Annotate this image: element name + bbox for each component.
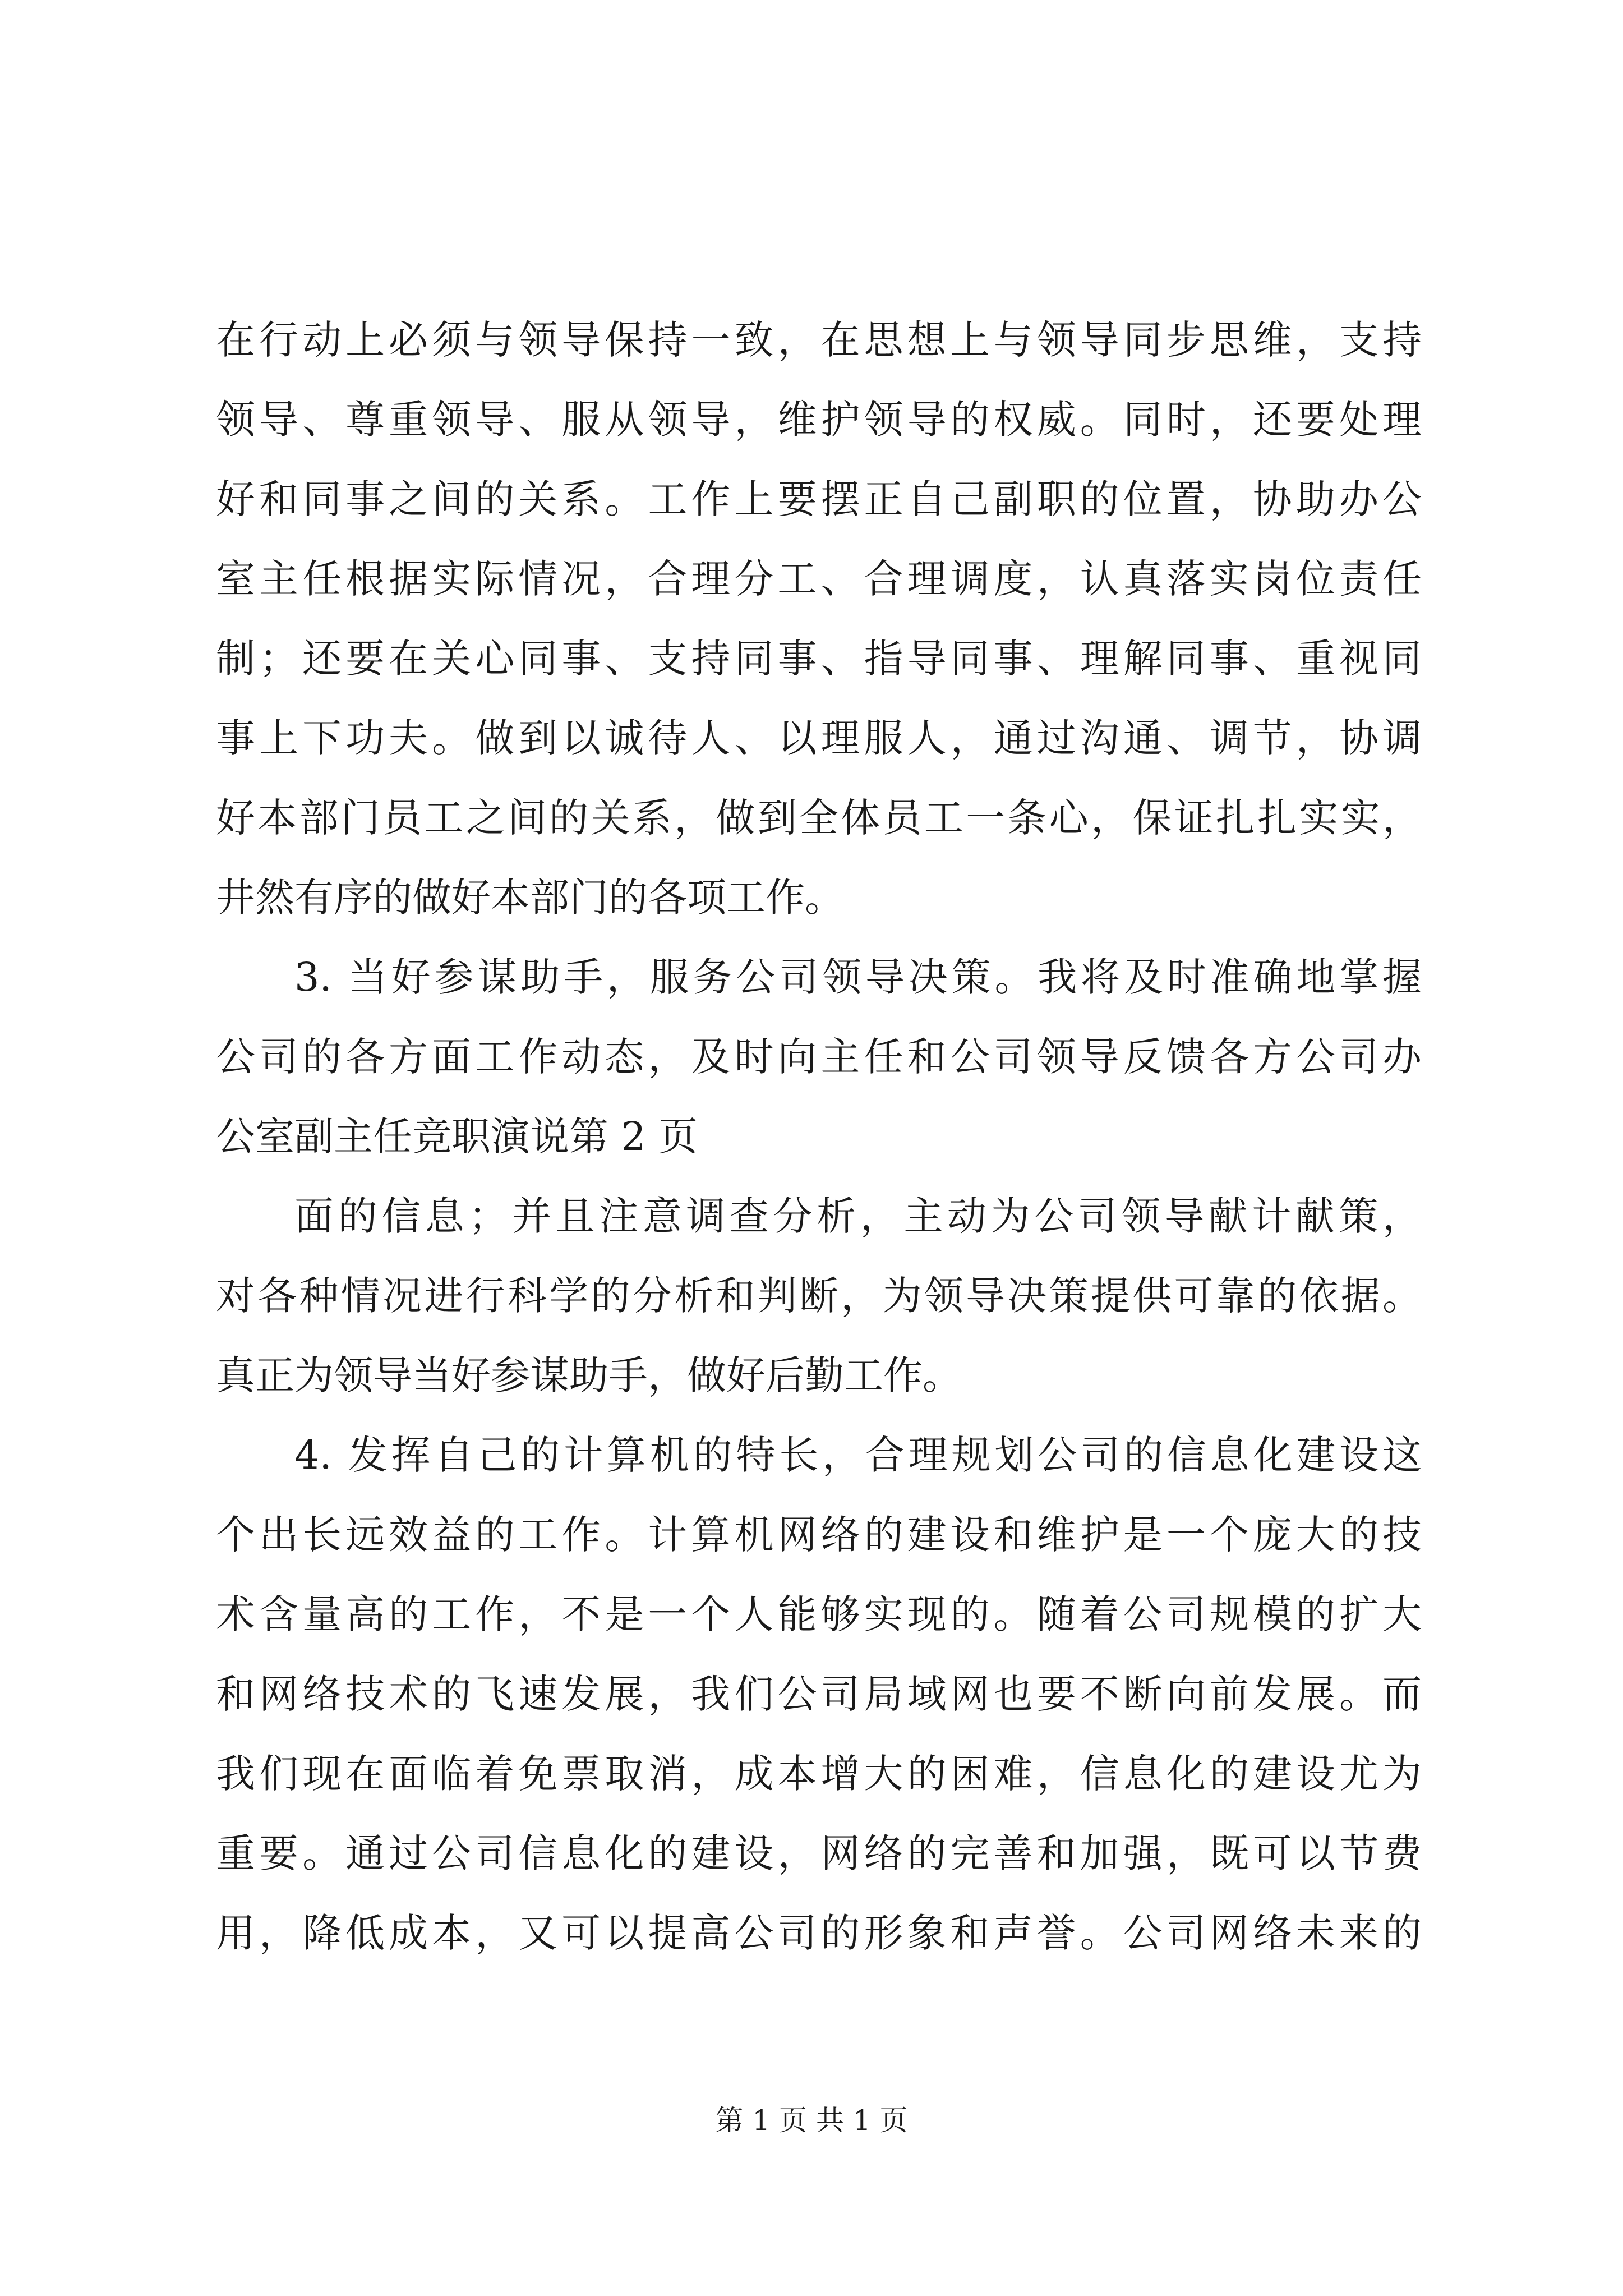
text-line: 领导、尊重领导、服从领导，维护领导的权威。同时，还要处理	[216, 397, 1422, 443]
text-line: 制；还要在关心同事、支持同事、指导同事、理解同事、重视同	[216, 636, 1422, 682]
text-line: 我们现在面临着免票取消，成本增大的困难，信息化的建设尤为	[216, 1751, 1422, 1797]
text-line: 好和同事之间的关系。工作上要摆正自己副职的位置，协助办公	[216, 476, 1422, 522]
text-line: 公司的各方面工作动态，及时向主任和公司领导反馈各方公司办	[216, 1034, 1422, 1080]
text-line: 和网络技术的飞速发展，我们公司局域网也要不断向前发展。而	[216, 1671, 1422, 1717]
text-line: 重要。通过公司信息化的建设，网络的完善和加强，既可以节费	[216, 1830, 1422, 1876]
text-line: 室主任根据实际情况，合理分工、合理调度，认真落实岗位责任	[216, 556, 1422, 602]
text-line: 用，降低成本，又可以提高公司的形象和声誉。公司网络未来的	[216, 1910, 1422, 1956]
text-line: 3. 当好参谋助手，服务公司领导决策。我将及时准确地掌握	[294, 954, 1422, 1000]
text-line: 井然有序的做好本部门的各项工作。	[216, 875, 844, 921]
page-footer	[0, 2101, 1623, 2140]
text-line: 真正为领导当好参谋助手，做好后勤工作。	[216, 1352, 962, 1398]
text-line: 对各种情况进行科学的分析和判断，为领导决策提供可靠的依据。	[216, 1273, 1422, 1319]
text-line: 术含量高的工作，不是一个人能够实现的。随着公司规模的扩大	[216, 1591, 1422, 1637]
text-line: 公室副主任竞职演说第 2 页	[216, 1114, 698, 1159]
text-line: 4. 发挥自己的计算机的特长，合理规划公司的信息化建设这	[294, 1432, 1422, 1478]
text-line: 面的信息；并且注意调查分析，主动为公司领导献计献策，	[294, 1193, 1422, 1239]
document-body	[216, 300, 1422, 1973]
text-line: 事上下功夫。做到以诚待人、以理服人，通过沟通、调节，协调	[216, 715, 1422, 761]
text-line: 好本部门员工之间的关系，做到全体员工一条心，保证扎扎实实，	[216, 795, 1422, 841]
text-line: 在行动上必须与领导保持一致，在思想上与领导同步思维，支持	[216, 317, 1422, 363]
page-number: 第 1 页 共 1 页	[715, 2104, 908, 2137]
text-line: 个出长远效益的工作。计算机网络的建设和维护是一个庞大的技	[216, 1512, 1422, 1558]
